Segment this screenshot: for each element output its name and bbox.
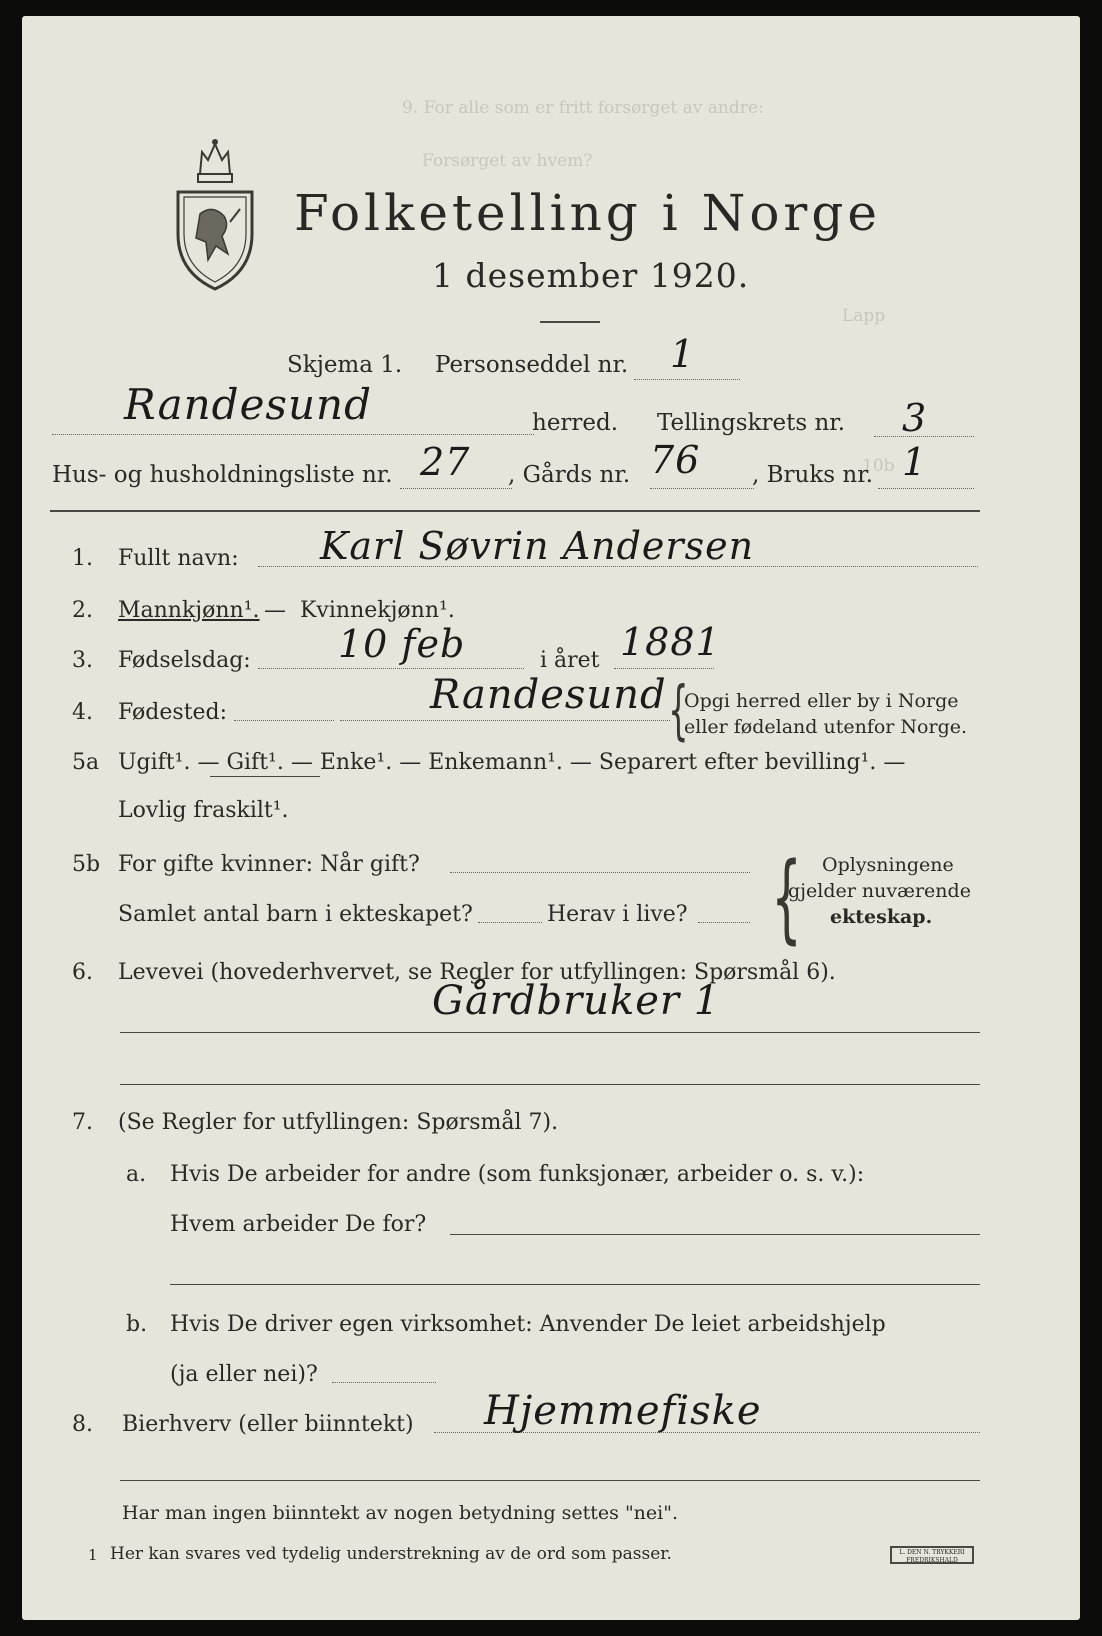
q5b-note-line2: gjelder nuværende (788, 880, 971, 902)
occupation-value: Gårdbruker 1 (432, 978, 721, 1024)
q4-line-b (340, 720, 670, 721)
q4-number: 4. (72, 700, 93, 725)
gards-label: , Gårds nr. (508, 462, 631, 488)
title-divider (540, 321, 600, 323)
footnote-mark: 1 (88, 1546, 98, 1564)
q7a-line (450, 1234, 980, 1235)
personseddel-line (634, 379, 740, 380)
q4-brace: { (668, 674, 689, 748)
q8-line-2 (120, 1480, 980, 1481)
q5b-number: 5b (72, 852, 101, 877)
form-title: Folketelling i Norge (294, 184, 881, 242)
herred-value: Randesund (124, 380, 372, 429)
q5b-line2-a: Samlet antal barn i ekteskapet? (118, 902, 473, 927)
q5b-note-line3: ekteskap. (830, 906, 933, 928)
q7b-line2: (ja eller nei)? (170, 1362, 318, 1387)
printer-stamp (890, 1546, 974, 1564)
herred-label: herred. (532, 410, 619, 436)
birth-year-value: 1881 (620, 620, 721, 664)
q6-number: 6. (72, 960, 93, 985)
no-income-note: Har man ingen biinntekt av nogen betydning settes "nei". (122, 1502, 679, 1524)
bruks-number: 1 (902, 440, 928, 484)
header-separator (50, 510, 980, 512)
q5b-brace: { (771, 842, 802, 954)
skjema-label: Skjema 1. (287, 352, 403, 378)
gift-underline (210, 776, 320, 777)
q7b-number: b. (126, 1312, 148, 1337)
q7b-line1: Hvis De driver egen virksomhet: Anvender De leiet arbeidshjelp (170, 1312, 886, 1337)
q5b-alive-line (698, 922, 750, 923)
birth-date-value: 10 feb (338, 622, 466, 666)
q5b-children-line (478, 922, 542, 923)
footnote-text: Her kan svares ved tydelig understrekning av de ord som passer. (110, 1544, 672, 1564)
bleed-through-text: Forsørget av hvem? (422, 151, 593, 171)
full-name-value: Karl Søvrin Andersen (320, 524, 755, 568)
q5b-note-line1: Oplysningene (822, 854, 954, 876)
q6-label: Levevei (hovederhvervet, se Regler for utfyllingen: Spørsmål 6). (118, 960, 836, 985)
q3-year-label: i året (540, 648, 600, 673)
q7a-line1: Hvis De arbeider for andre (som funksjonær, arbeider o. s. v.): (170, 1162, 865, 1187)
q7-number: 7. (72, 1110, 93, 1135)
q5b-married-line (450, 872, 750, 873)
tellingskrets-number: 3 (902, 396, 928, 440)
census-form-sheet (22, 16, 1080, 1620)
personseddel-label: Personseddel nr. (435, 352, 629, 378)
bruks-line (878, 488, 974, 489)
bleed-through-text: 10b (862, 456, 895, 476)
marital-status-options: Ugift¹. — Gift¹. — Enke¹. — Enkemann¹. — Separert efter bevilling¹. — (118, 750, 906, 775)
q4-note-line2: eller fødeland utenfor Norge. (684, 716, 968, 738)
q3-line (258, 668, 524, 669)
q6-line-2 (120, 1084, 980, 1085)
sex-male-option: Mannkjønn¹. (118, 598, 260, 623)
bruks-label: , Bruks nr. (752, 462, 873, 488)
side-income-value: Hjemmefiske (484, 1388, 762, 1434)
birthplace-value: Randesund (430, 672, 667, 718)
gards-number: 76 (650, 438, 701, 482)
q7a-line-2 (170, 1284, 980, 1285)
q5b-line1: For gifte kvinner: Når gift? (118, 852, 420, 877)
husliste-line (400, 488, 512, 489)
q1-number: 1. (72, 546, 93, 571)
q2-number: 2. (72, 598, 93, 623)
gards-line (650, 488, 754, 489)
q8-label: Bierhverv (eller biinntekt) (122, 1412, 414, 1437)
q2-separator: — (264, 598, 286, 623)
q4-note-line1: Opgi herred eller by i Norge (684, 690, 959, 712)
herred-line (52, 434, 534, 435)
q5b-line2-b: Herav i live? (547, 902, 688, 927)
marital-status-options-cont: Lovlig fraskilt¹. (118, 798, 289, 823)
census-date: 1 desember 1920. (432, 256, 750, 295)
q3-year-line (614, 668, 714, 669)
q3-label: Fødselsdag: (118, 648, 251, 673)
q4-label: Fødested: (118, 700, 228, 725)
q8-number: 8. (72, 1412, 93, 1437)
q7a-number: a. (126, 1162, 147, 1187)
q4-line-a (234, 720, 334, 721)
q3-number: 3. (72, 648, 93, 673)
tellingskrets-label: Tellingskrets nr. (657, 410, 846, 436)
printer-stamp-text: L. DEN N. TRYKKERI FREDRIKSHALD (899, 1549, 965, 1564)
sex-female-option: Kvinnekjønn¹. (300, 598, 455, 623)
bleed-through-text: 9. For alle som er fritt forsørget av andre: (402, 98, 764, 118)
q1-label: Fullt navn: (118, 546, 239, 571)
q5a-number: 5a (72, 750, 100, 775)
coat-of-arms-emblem (170, 134, 260, 294)
bleed-through-text: Lapp (842, 306, 886, 326)
personseddel-number: 1 (670, 332, 696, 376)
q7b-line (332, 1382, 436, 1383)
husliste-number: 27 (420, 440, 471, 484)
husliste-label: Hus- og husholdningsliste nr. (52, 462, 393, 488)
q6-line-1 (120, 1032, 980, 1033)
q7-label: (Se Regler for utfyllingen: Spørsmål 7). (118, 1110, 559, 1135)
q7a-line2: Hvem arbeider De for? (170, 1212, 427, 1237)
